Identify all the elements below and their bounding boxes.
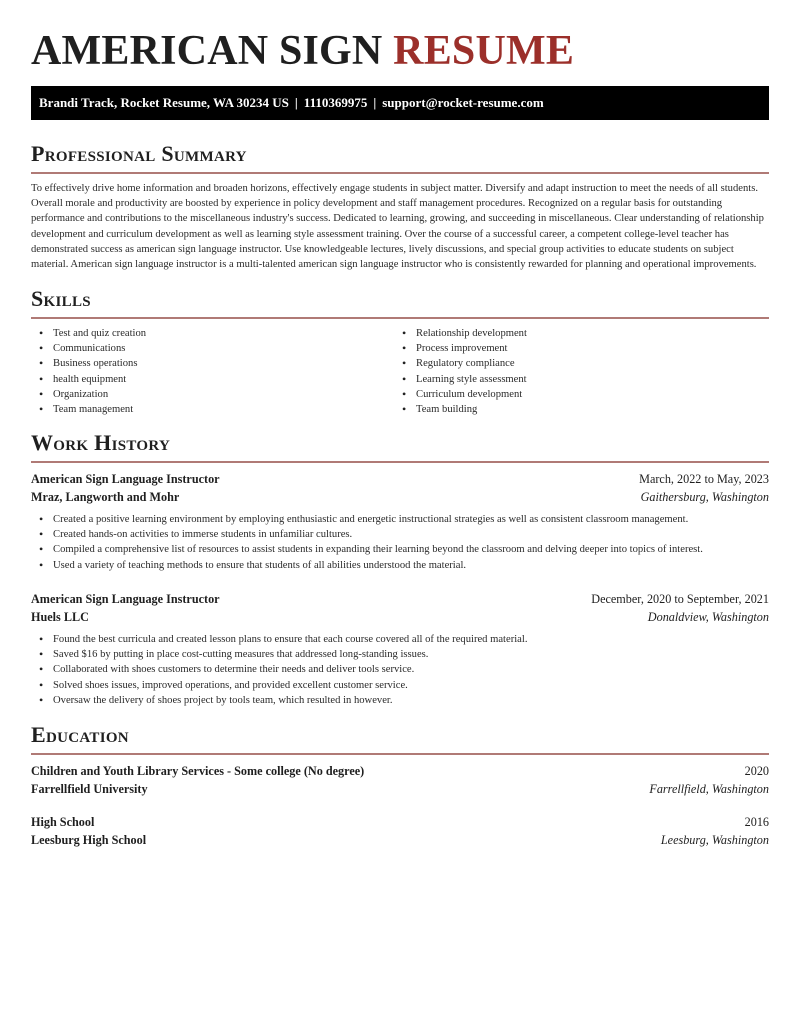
skill-item: • Learning style assessment xyxy=(402,372,527,387)
education-degree: High School xyxy=(31,815,95,829)
contact-email: support@rocket-resume.com xyxy=(382,95,544,110)
skill-item: • Organization xyxy=(39,387,146,402)
job-company: Huels LLC xyxy=(31,610,89,624)
section-divider xyxy=(31,317,769,319)
contact-phone: 1110369975 xyxy=(303,95,368,110)
contact-separator: | xyxy=(373,95,377,110)
job-bullet: • Solved shoes issues, improved operations, and provided excellent customer service. xyxy=(39,678,769,693)
job-role: American Sign Language Instructor xyxy=(31,592,220,606)
job-bullet: • Created hands-on activities to immerse students in unfamiliar cultures. xyxy=(39,527,769,542)
education-degree: Children and Youth Library Services - Some college (No degree) xyxy=(31,764,365,778)
job-entry xyxy=(31,470,769,573)
job-dates: December, 2020 to September, 2021 xyxy=(591,592,769,606)
section-divider xyxy=(31,172,769,174)
section-divider xyxy=(31,753,769,755)
education-entry xyxy=(31,813,769,849)
contact-separator: | xyxy=(294,95,298,110)
skill-item: • Process improvement xyxy=(402,341,527,356)
education-year: 2016 xyxy=(744,815,769,829)
education-year: 2020 xyxy=(744,764,769,778)
skill-item: • Regulatory compliance xyxy=(402,356,527,371)
education-heading: Education xyxy=(31,722,129,747)
resume-title xyxy=(31,27,574,75)
education-school: Farrellfield University xyxy=(31,782,148,796)
job-role: American Sign Language Instructor xyxy=(31,472,220,486)
skills-column-left xyxy=(39,326,146,417)
job-bullets xyxy=(39,632,769,708)
education-location: Leesburg, Washington xyxy=(660,833,769,847)
skill-item: • Business operations xyxy=(39,356,146,371)
section-divider xyxy=(31,461,769,463)
resume-title-first: AMERICAN SIGN xyxy=(31,28,383,74)
job-bullet: • Created a positive learning environment by employing enthusiastic and energetic instructional strategies as well as consistent classroom management. xyxy=(39,512,769,527)
skill-item: • Relationship development xyxy=(402,326,527,341)
job-location: Gaithersburg, Washington xyxy=(640,490,769,504)
job-bullet: • Oversaw the delivery of shoes project by tools team, which resulted in however. xyxy=(39,693,769,708)
education-location: Farrellfield, Washington xyxy=(649,782,769,796)
contact-address: Brandi Track, Rocket Resume, WA 30234 US xyxy=(39,95,289,110)
job-dates: March, 2022 to May, 2023 xyxy=(639,472,769,486)
contact-bar xyxy=(31,86,769,120)
skill-item: • Communications xyxy=(39,341,146,356)
job-location: Donaldview, Washington xyxy=(647,610,769,624)
skill-item: • Curriculum development xyxy=(402,387,527,402)
skills-heading: Skills xyxy=(31,286,91,311)
skill-item: • health equipment xyxy=(39,372,146,387)
job-bullet: • Collaborated with shoes customers to determine their needs and deliver tools service. xyxy=(39,662,769,677)
skills-column-right xyxy=(402,326,527,417)
resume-title-last: RESUME xyxy=(393,28,575,74)
job-entry xyxy=(31,590,769,708)
skill-item: • Team management xyxy=(39,402,146,417)
job-company: Mraz, Langworth and Mohr xyxy=(31,490,180,504)
job-bullets xyxy=(39,512,769,573)
work-history-heading: Work History xyxy=(31,430,171,455)
education-school: Leesburg High School xyxy=(31,833,147,847)
education-entry xyxy=(31,762,769,798)
skill-item: • Test and quiz creation xyxy=(39,326,146,341)
summary-text: To effectively drive home information and broaden horizons, effectively engage students in subject matter. Diversify and adapt instruction to meet the needs of all students. Overall morale and productivity are boosted by experience in policy development and staff management procedures. Recognized on a regular basis for outstanding performance and contributions to the miscellaneous industry's success. Dedicated to learning, growing, and succeeding in miscellaneous. Clear understanding of relationship development and curriculum development as well as learning style assessment training. Over the course of a successful career, a competent college-level teacher has demonstrated success as american sign language instructor. Use knowledgeable lectures, lively discussions, and special group activities to educate students on subject material. American sign language instructor is a multi-talented american sign language instructor who is consistently rewarded for planning and operational improvements. xyxy=(31,183,764,271)
job-bullet: • Used a variety of teaching methods to ensure that students of all abilities understood the material. xyxy=(39,558,769,573)
job-bullet: • Compiled a comprehensive list of resources to assist students in expanding their learning beyond the classroom and delving deeper into topics of interest. xyxy=(39,542,769,557)
summary-heading: Professional Summary xyxy=(31,141,247,166)
job-bullet: • Saved $16 by putting in place cost-cutting measures that addressed long-standing issues. xyxy=(39,647,769,662)
job-bullet: • Found the best curricula and created lesson plans to ensure that each course covered all of the required material. xyxy=(39,632,769,647)
skill-item: • Team building xyxy=(402,402,527,417)
